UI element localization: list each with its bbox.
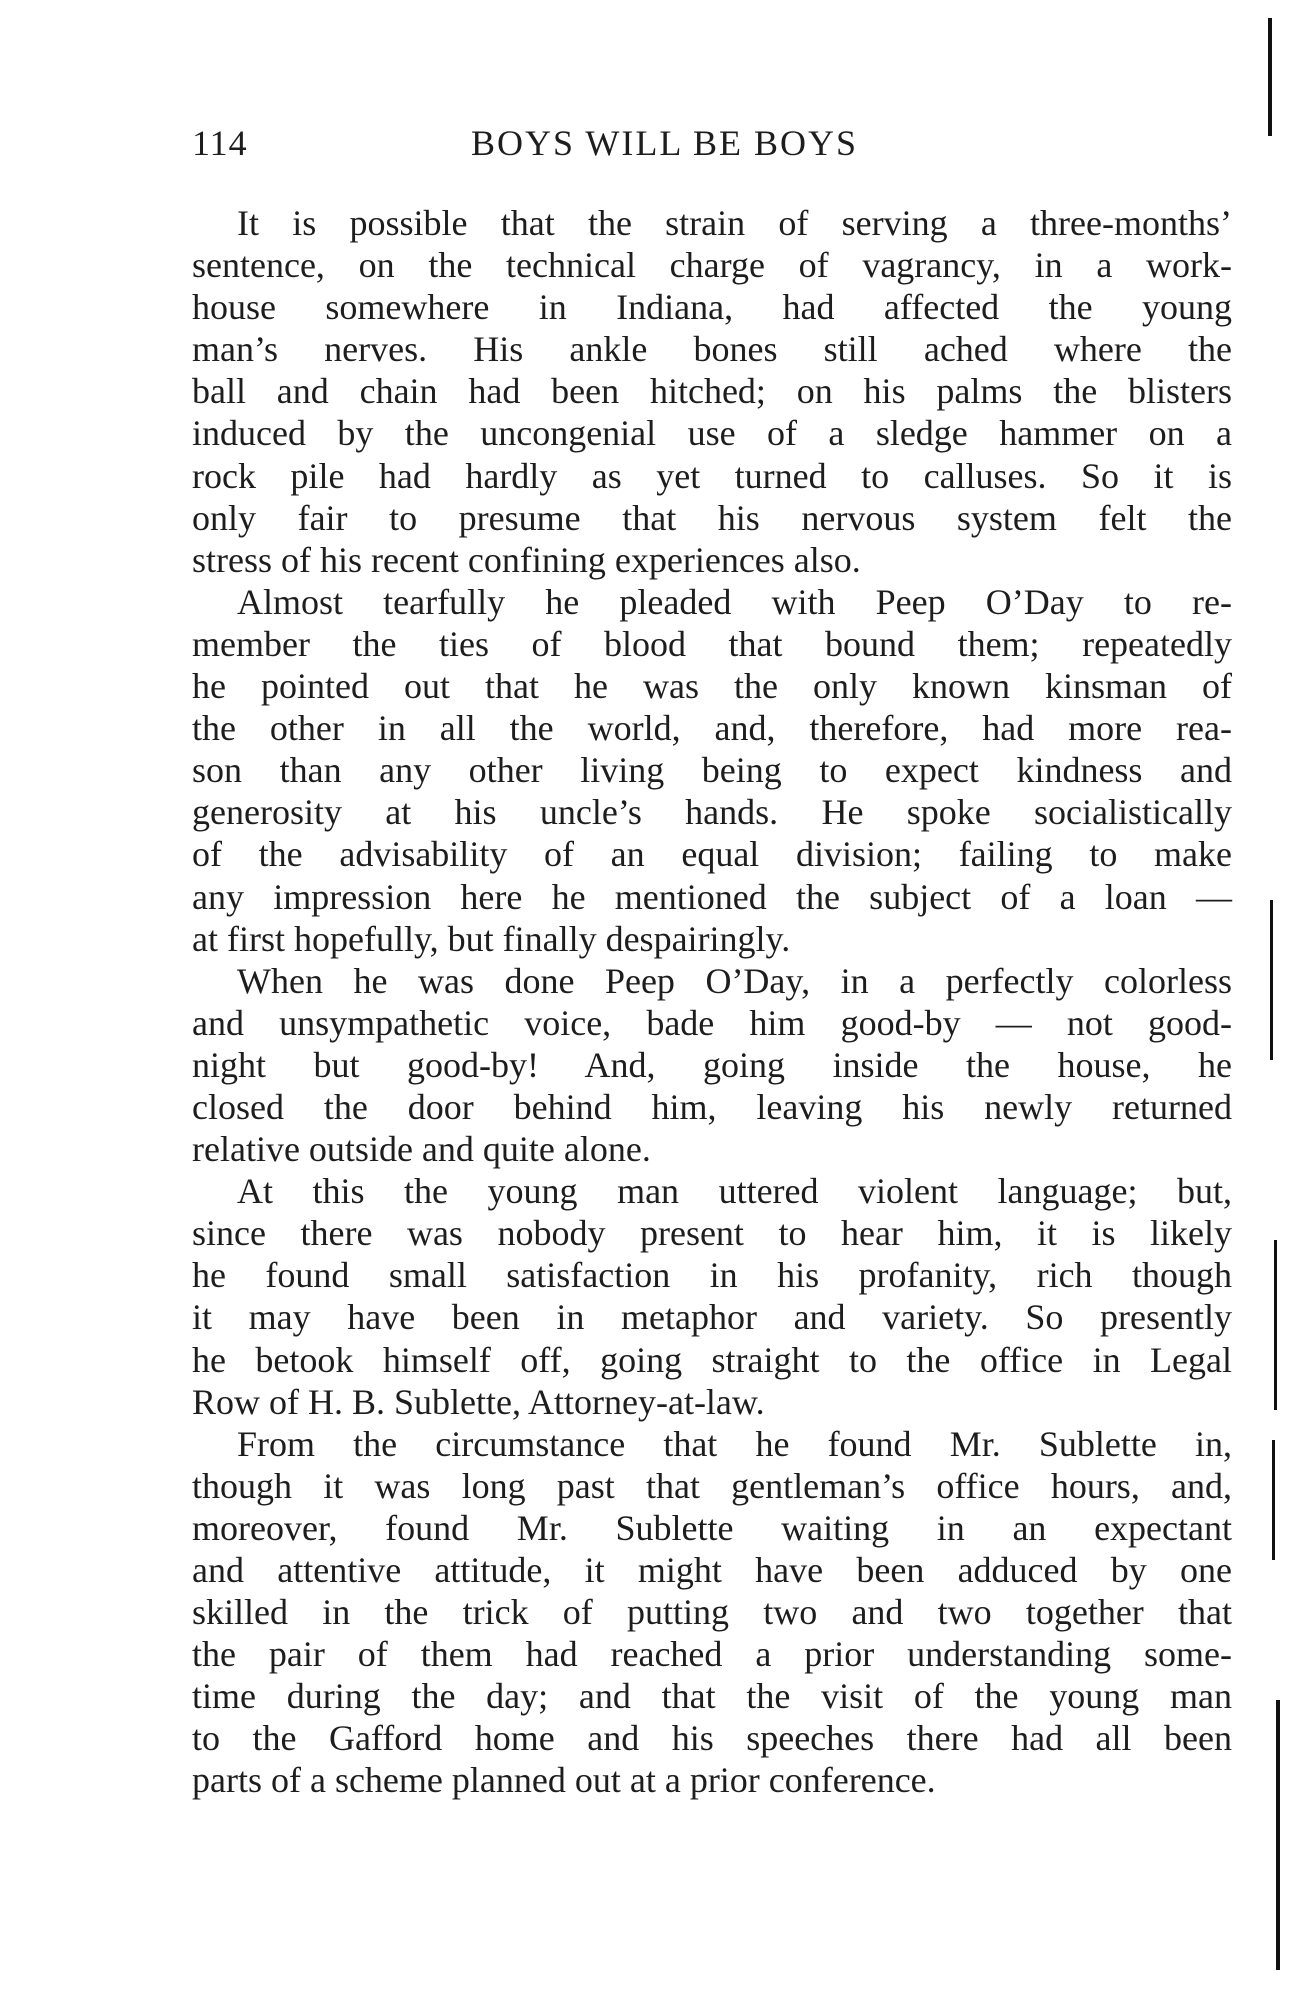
text-line: induced by the uncongenial use of a sledge hammer on a: [192, 413, 1232, 454]
text-line: relative outside and quite alone.: [192, 1129, 651, 1170]
text-line: and unsympathetic voice, bade him good-by — not good-: [192, 1002, 1232, 1043]
text-line: night but good-by! And, going inside the house, he: [192, 1044, 1232, 1085]
text-line: When he was done Peep O’Day, in a perfectly colorless: [237, 960, 1232, 1001]
text-line: the pair of them had reached a prior understanding some-: [192, 1634, 1232, 1675]
text-line: man’s nerves. His ankle bones still ached where the: [192, 329, 1232, 370]
text-line: closed the door behind him, leaving his newly returned: [192, 1086, 1232, 1127]
text-line: Row of H. B. Sublette, Attorney-at-law.: [192, 1381, 765, 1422]
text-line: he betook himself off, going straight to the office in Legal: [192, 1339, 1232, 1380]
text-line: though it was long past that gentleman’s office hours, and,: [192, 1465, 1232, 1506]
text-line: and attentive attitude, it might have been adduced by one: [192, 1550, 1232, 1590]
running-title: BOYS WILL BE BOYS: [471, 123, 859, 163]
text-line: he found small satisfaction in his profanity, rich though: [192, 1255, 1232, 1296]
text-line: only fair to presume that his nervous system felt the: [192, 497, 1232, 538]
text-line: moreover, found Mr. Sublette waiting in an expectant: [192, 1507, 1232, 1548]
page-number: 114: [192, 123, 248, 163]
text-line: stress of his recent confining experiences also.: [192, 539, 861, 580]
text-line: time during the day; and that the visit of the young man: [192, 1676, 1232, 1717]
text-line: it may have been in metaphor and variety. So presently: [192, 1297, 1232, 1338]
text-line: house somewhere in Indiana, had affected the young: [192, 287, 1232, 328]
text-line: son than any other living being to expect kindness and: [192, 750, 1232, 791]
text-line: of the advisability of an equal division; failing to make: [192, 834, 1232, 875]
body-text: [192, 202, 1232, 1802]
text-line: any impression here he mentioned the subject of a loan —: [192, 876, 1232, 917]
text-line: ball and chain had been hitched; on his palms the blisters: [192, 371, 1232, 412]
scan-edge-mark: [1276, 1700, 1280, 1970]
scan-edge-mark: [1272, 1440, 1275, 1560]
text-line: rock pile had hardly as yet turned to calluses. So it is: [192, 455, 1232, 496]
text-line: At this the young man uttered violent language; but,: [237, 1171, 1232, 1212]
scan-edge-mark: [1270, 900, 1273, 1060]
text-line: the other in all the world, and, therefore, had more rea-: [192, 708, 1232, 749]
text-line: Almost tearfully he pleaded with Peep O’Day to re-: [237, 581, 1232, 622]
text-line: parts of a scheme planned out at a prior conference.: [192, 1760, 936, 1801]
scan-edge-mark: [1274, 1240, 1277, 1410]
text-line: It is possible that the strain of serving a three-months’: [237, 203, 1232, 243]
text-line: sentence, on the technical charge of vagrancy, in a work-: [192, 245, 1232, 286]
text-line: to the Gafford home and his speeches there had all been: [192, 1718, 1232, 1759]
text-line: skilled in the trick of putting two and two together that: [192, 1592, 1232, 1633]
text-line: he pointed out that he was the only known kinsman of: [192, 666, 1232, 707]
text-line: at first hopefully, but finally despairingly.: [192, 918, 791, 959]
scan-edge-mark: [1268, 18, 1272, 136]
text-line: since there was nobody present to hear him, it is likely: [192, 1213, 1232, 1254]
page-header: [192, 122, 1232, 172]
text-line: generosity at his uncle’s hands. He spoke socialistically: [192, 792, 1232, 833]
text-line: member the ties of blood that bound them; repeatedly: [192, 623, 1232, 664]
text-line: From the circumstance that he found Mr. Sublette in,: [237, 1423, 1232, 1464]
